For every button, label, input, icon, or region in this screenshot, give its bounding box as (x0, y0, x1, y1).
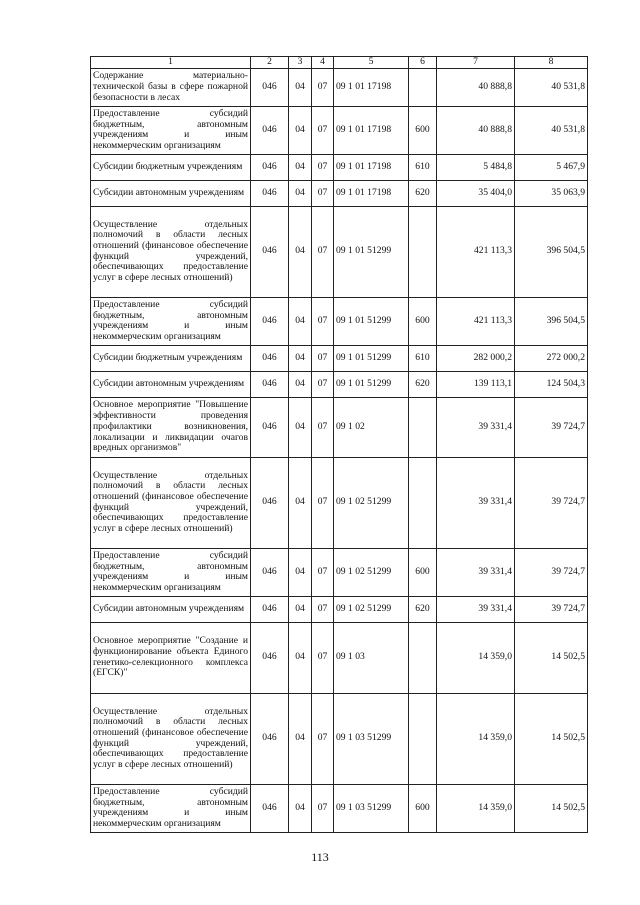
row-admin-code-cell: 046 (251, 154, 289, 180)
row-amount-col7-cell: 14 359,0 (437, 693, 515, 784)
row-name-cell: Основное мероприятие "Повышение эффективности проведения профилактики возникновения, локализации и ликвидации очагов вредных организмов" (91, 397, 251, 457)
table-row (91, 397, 588, 457)
row-amount-col7-cell: 39 331,4 (437, 397, 515, 457)
table-row (91, 693, 588, 784)
row-subsection-cell: 07 (312, 68, 334, 106)
row-amount-col7-cell: 421 113,3 (437, 297, 515, 345)
row-name-cell: Субсидии автономным учреждениям (91, 180, 251, 206)
row-expense-type-cell (409, 693, 437, 784)
row-section-cell: 04 (289, 180, 312, 206)
row-amount-col8-cell: 39 724,7 (515, 457, 588, 548)
row-admin-code-cell: 046 (251, 548, 289, 596)
table-row (91, 596, 588, 622)
row-subsection-cell: 07 (312, 154, 334, 180)
row-admin-code-cell: 046 (251, 397, 289, 457)
table-row (91, 68, 588, 106)
row-expense-type-cell: 620 (409, 371, 437, 397)
row-section-cell: 04 (289, 154, 312, 180)
row-subsection-cell: 07 (312, 106, 334, 154)
column-header-3: 3 (289, 57, 312, 69)
row-name-cell: Осуществление отдельных полномочий в области лесных отношений (финансовое обеспечение функций учреждений, обеспечивающих предоставление услуг в сфере лесных отношений) (91, 457, 251, 548)
row-target-article-cell: 09 1 02 51299 (334, 548, 409, 596)
row-subsection-cell: 07 (312, 345, 334, 371)
row-section-cell: 04 (289, 784, 312, 832)
table-row (91, 154, 588, 180)
row-target-article-cell: 09 1 01 17198 (334, 68, 409, 106)
row-expense-type-cell: 610 (409, 154, 437, 180)
row-expense-type-cell: 620 (409, 596, 437, 622)
row-admin-code-cell: 046 (251, 784, 289, 832)
row-admin-code-cell: 046 (251, 206, 289, 297)
table-row (91, 106, 588, 154)
table-row (91, 622, 588, 693)
row-name-cell: Субсидии автономным учреждениям (91, 596, 251, 622)
row-amount-col7-cell: 14 359,0 (437, 622, 515, 693)
row-expense-type-cell: 600 (409, 106, 437, 154)
row-amount-col7-cell: 40 888,8 (437, 106, 515, 154)
row-expense-type-cell (409, 457, 437, 548)
row-amount-col7-cell: 40 888,8 (437, 68, 515, 106)
row-section-cell: 04 (289, 397, 312, 457)
row-section-cell: 04 (289, 693, 312, 784)
row-target-article-cell: 09 1 03 51299 (334, 693, 409, 784)
row-admin-code-cell: 046 (251, 68, 289, 106)
row-subsection-cell: 07 (312, 693, 334, 784)
row-name-cell: Субсидии автономным учреждениям (91, 371, 251, 397)
row-amount-col8-cell: 35 063,9 (515, 180, 588, 206)
column-header-2: 2 (251, 57, 289, 69)
row-name-cell: Осуществление отдельных полномочий в области лесных отношений (финансовое обеспечение функций учреждений, обеспечивающих предоставление услуг в сфере лесных отношений) (91, 693, 251, 784)
row-expense-type-cell (409, 397, 437, 457)
table-header-row (91, 57, 588, 69)
row-name-cell: Предоставление субсидий бюджетным, автономным учреждениям и иным некоммерческим организациям (91, 548, 251, 596)
table-row (91, 297, 588, 345)
row-subsection-cell: 07 (312, 206, 334, 297)
row-subsection-cell: 07 (312, 457, 334, 548)
row-amount-col7-cell: 5 484,8 (437, 154, 515, 180)
page-number: 113 (311, 850, 329, 864)
row-expense-type-cell (409, 622, 437, 693)
row-section-cell: 04 (289, 345, 312, 371)
row-expense-type-cell: 620 (409, 180, 437, 206)
row-name-cell: Предоставление субсидий бюджетным, автономным учреждениям и иным некоммерческим организациям (91, 297, 251, 345)
row-amount-col7-cell: 421 113,3 (437, 206, 515, 297)
row-subsection-cell: 07 (312, 622, 334, 693)
column-header-1: 1 (91, 57, 251, 69)
row-section-cell: 04 (289, 68, 312, 106)
row-expense-type-cell (409, 68, 437, 106)
row-section-cell: 04 (289, 622, 312, 693)
row-name-cell: Субсидии бюджетным учреждениям (91, 345, 251, 371)
row-amount-col8-cell: 14 502,5 (515, 784, 588, 832)
row-subsection-cell: 07 (312, 397, 334, 457)
row-expense-type-cell: 600 (409, 297, 437, 345)
row-target-article-cell: 09 1 02 51299 (334, 596, 409, 622)
row-amount-col8-cell: 40 531,8 (515, 106, 588, 154)
table-row (91, 457, 588, 548)
row-amount-col8-cell: 5 467,9 (515, 154, 588, 180)
row-admin-code-cell: 046 (251, 297, 289, 345)
row-section-cell: 04 (289, 206, 312, 297)
row-name-cell: Осуществление отдельных полномочий в области лесных отношений (финансовое обеспечение функций учреждений, обеспечивающих предоставление услуг в сфере лесных отношений) (91, 206, 251, 297)
row-subsection-cell: 07 (312, 784, 334, 832)
row-admin-code-cell: 046 (251, 622, 289, 693)
column-header-8: 8 (515, 57, 588, 69)
row-amount-col8-cell: 39 724,7 (515, 596, 588, 622)
row-amount-col8-cell: 272 000,2 (515, 345, 588, 371)
table-body (91, 68, 588, 832)
column-header-7: 7 (437, 57, 515, 69)
row-admin-code-cell: 046 (251, 596, 289, 622)
row-amount-col7-cell: 139 113,1 (437, 371, 515, 397)
row-section-cell: 04 (289, 457, 312, 548)
row-name-cell: Предоставление субсидий бюджетным, автономным учреждениям и иным некоммерческим организациям (91, 784, 251, 832)
row-target-article-cell: 09 1 02 51299 (334, 457, 409, 548)
row-amount-col8-cell: 39 724,7 (515, 397, 588, 457)
row-subsection-cell: 07 (312, 180, 334, 206)
table-row (91, 371, 588, 397)
row-target-article-cell: 09 1 01 17198 (334, 106, 409, 154)
row-target-article-cell: 09 1 01 51299 (334, 206, 409, 297)
row-admin-code-cell: 046 (251, 180, 289, 206)
row-amount-col8-cell: 396 504,5 (515, 297, 588, 345)
row-section-cell: 04 (289, 106, 312, 154)
row-name-cell: Основное мероприятие "Создание и функционирование объекта Единого генетико-селекционного комплекса (ЕГСК)" (91, 622, 251, 693)
row-amount-col8-cell: 14 502,5 (515, 622, 588, 693)
row-subsection-cell: 07 (312, 548, 334, 596)
row-target-article-cell: 09 1 01 51299 (334, 297, 409, 345)
row-amount-col7-cell: 282 000,2 (437, 345, 515, 371)
row-admin-code-cell: 046 (251, 457, 289, 548)
row-name-cell: Субсидии бюджетным учреждениям (91, 154, 251, 180)
row-name-cell: Предоставление субсидий бюджетным, автономным учреждениям и иным некоммерческим организациям (91, 106, 251, 154)
row-amount-col7-cell: 14 359,0 (437, 784, 515, 832)
row-section-cell: 04 (289, 596, 312, 622)
row-subsection-cell: 07 (312, 371, 334, 397)
row-expense-type-cell (409, 206, 437, 297)
row-expense-type-cell: 600 (409, 548, 437, 596)
row-section-cell: 04 (289, 548, 312, 596)
row-admin-code-cell: 046 (251, 693, 289, 784)
table-row (91, 345, 588, 371)
row-section-cell: 04 (289, 371, 312, 397)
row-subsection-cell: 07 (312, 297, 334, 345)
row-target-article-cell: 09 1 01 51299 (334, 345, 409, 371)
row-admin-code-cell: 046 (251, 106, 289, 154)
column-header-4: 4 (312, 57, 334, 69)
table-row (91, 206, 588, 297)
row-expense-type-cell: 610 (409, 345, 437, 371)
table-row (91, 548, 588, 596)
row-amount-col8-cell: 124 504,3 (515, 371, 588, 397)
table-row (91, 784, 588, 832)
budget-table (90, 56, 588, 833)
row-amount-col7-cell: 39 331,4 (437, 548, 515, 596)
row-amount-col7-cell: 39 331,4 (437, 596, 515, 622)
row-amount-col8-cell: 14 502,5 (515, 693, 588, 784)
row-amount-col8-cell: 40 531,8 (515, 68, 588, 106)
row-target-article-cell: 09 1 03 51299 (334, 784, 409, 832)
row-subsection-cell: 07 (312, 596, 334, 622)
row-admin-code-cell: 046 (251, 371, 289, 397)
row-amount-col8-cell: 396 504,5 (515, 206, 588, 297)
row-target-article-cell: 09 1 02 (334, 397, 409, 457)
row-admin-code-cell: 046 (251, 345, 289, 371)
row-target-article-cell: 09 1 01 17198 (334, 154, 409, 180)
row-target-article-cell: 09 1 01 51299 (334, 371, 409, 397)
row-target-article-cell: 09 1 01 17198 (334, 180, 409, 206)
row-name-cell: Содержание материально-технической базы в сфере пожарной безопасности в лесах (91, 68, 251, 106)
row-amount-col7-cell: 35 404,0 (437, 180, 515, 206)
column-header-5: 5 (334, 57, 409, 69)
row-section-cell: 04 (289, 297, 312, 345)
column-header-6: 6 (409, 57, 437, 69)
row-target-article-cell: 09 1 03 (334, 622, 409, 693)
row-amount-col7-cell: 39 331,4 (437, 457, 515, 548)
table-row (91, 180, 588, 206)
row-expense-type-cell: 600 (409, 784, 437, 832)
row-amount-col8-cell: 39 724,7 (515, 548, 588, 596)
